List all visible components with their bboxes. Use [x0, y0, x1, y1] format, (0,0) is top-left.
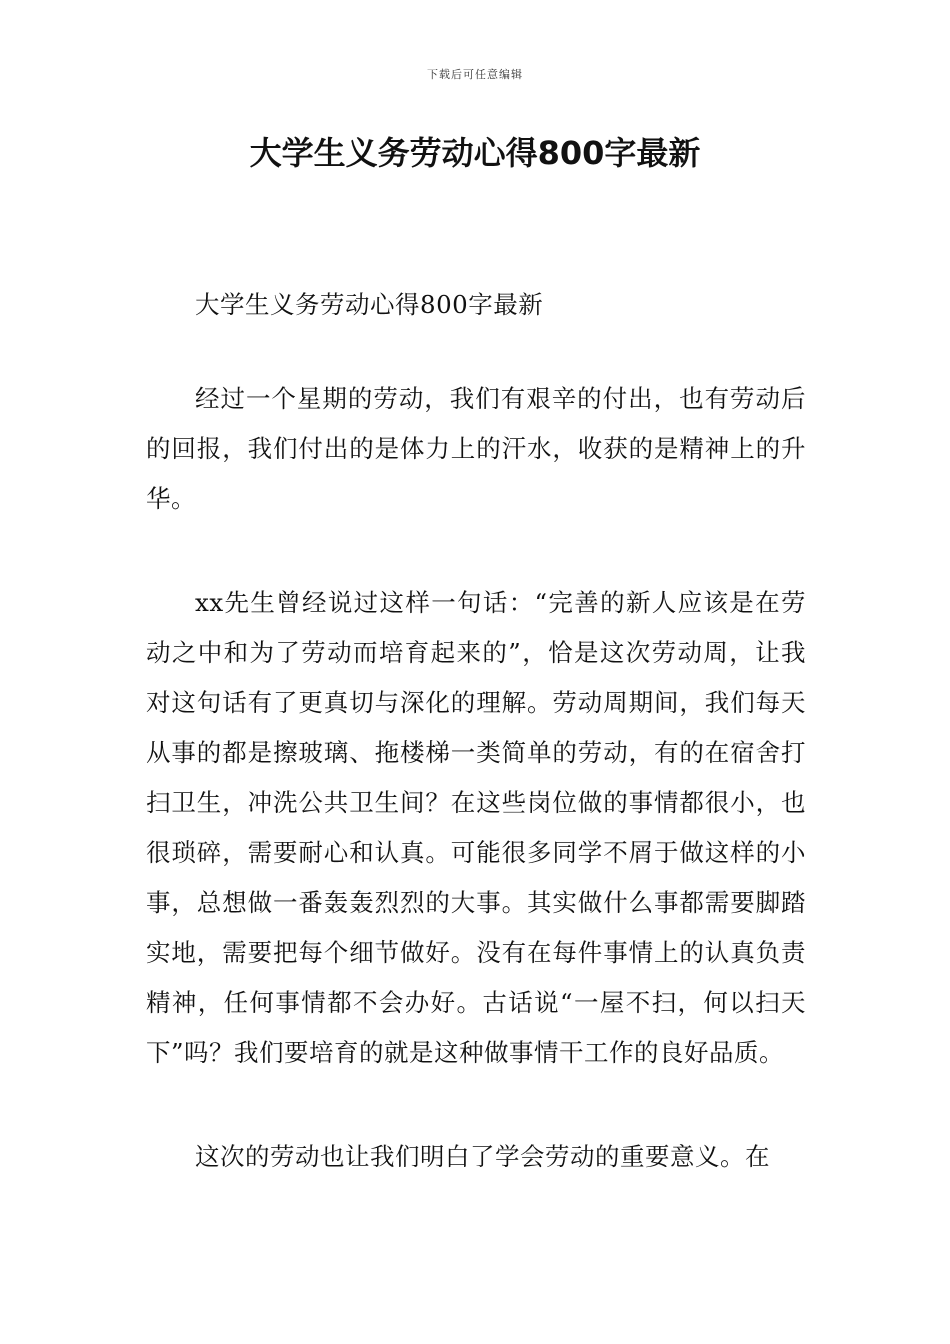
- header-note: 下载后可任意编辑: [427, 68, 523, 81]
- document-body: [146, 280, 806, 1182]
- body-paragraph-3: 这次的劳动也让我们明白了学会劳动的重要意义。在: [195, 1142, 770, 1171]
- body-paragraph-1: 经过一个星期的劳动，我们有艰辛的付出，也有劳动后的回报，我们付出的是体力上的汗水，收获的是精神上的升华。: [146, 384, 806, 513]
- document-title: 大学生义务劳动心得800字最新: [249, 134, 701, 172]
- body-paragraph-2: xx先生曾经说过这样一句话：“完善的新人应该是在劳动之中和为了劳动而培育起来的”，恰是这次劳动周，让我对这句话有了更真切与深化的理解。劳动周期间，我们每天从事的都是擦玻璃、拖楼梯一类简单的劳动，有的在宿舍打扫卫生，冲洗公共卫生间？在这些岗位做的事情都很小，也很琐碎，需要耐心和认真。可能很多同学不屑于做这样的小事，总想做一番轰轰烈烈的大事。其实做什么事都需要脚踏实地，需要把每个细节做好。没有在每件事情上的认真负责精神，任何事情都不会办好。古话说“一屋不扫，何以扫天下”吗？我们要培育的就是这种做事情干工作的良好品质。: [146, 588, 806, 1067]
- subtitle-paragraph: 大学生义务劳动心得800字最新: [195, 290, 544, 319]
